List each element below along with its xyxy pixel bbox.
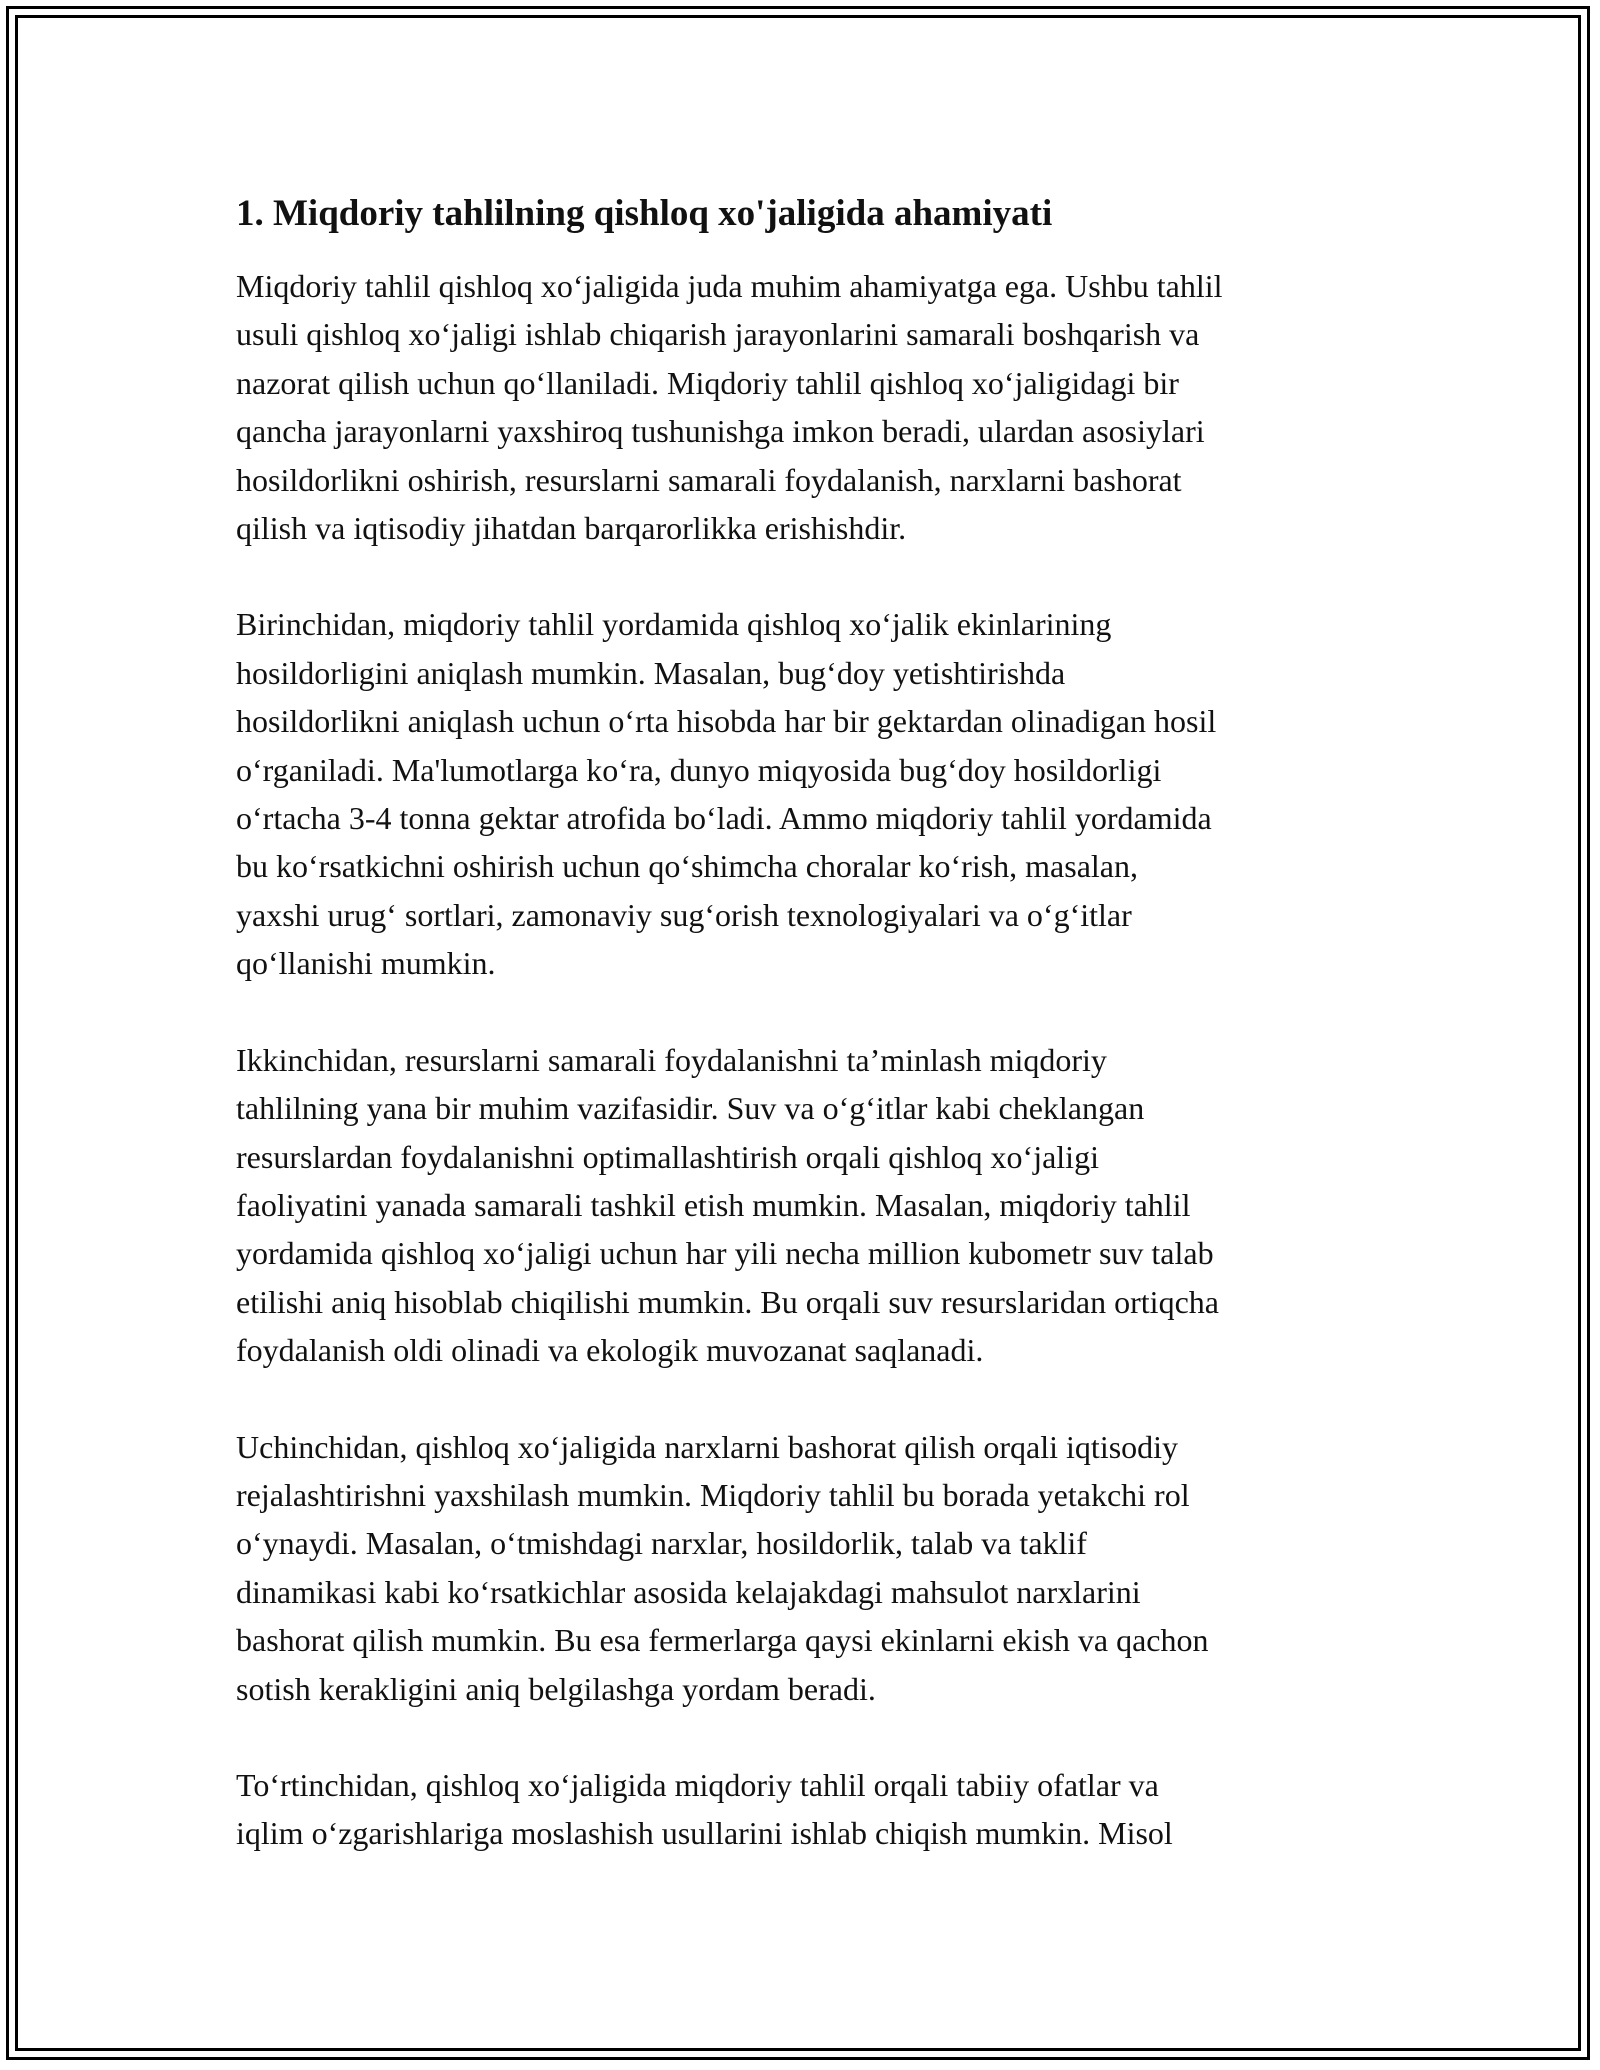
section-heading: 1. Miqdoriy tahlilning qishloq xo'jaligida ahamiyati — [236, 193, 1053, 234]
document-body — [236, 184, 1366, 1906]
paragraph-intro: Miqdoriy tahlil qishloq xo‘jaligida juda muhim ahamiyatga ega. Ushbu tahlil usuli qishloq xo‘jaligi ishlab chiqarish jarayonlarini samarali boshqarish va nazorat qilish uchun qo‘llaniladi. Miqdoriy tahlil qishloq xo‘jaligidagi bir qancha jarayonlarni yaxshiroq tushunishga imkon beradi, ulardan asosiylari hosildorlikni oshirish, resurslarni samarali foydalanish, narxlarni bashorat qilish va iqtisodiy jihatdan barqarorlikka erishishdir. — [236, 268, 1223, 547]
paragraph-first: Birinchidan, miqdoriy tahlil yordamida qishloq xo‘jalik ekinlarining hosildorligini aniqlash mumkin. Masalan, bug‘doy yetishtirishda hosildorlikni aniqlash uchun o‘rta hisobda har bir gektardan olinadigan hosil o‘rganiladi. Ma'lumotlarga ko‘ra, dunyo miqyosida bug‘doy hosildorligi o‘rtacha 3-4 tonna gektar atrofida bo‘ladi. Ammo miqdoriy tahlil yordamida bu ko‘rsatkichni oshirish uchun qo‘shimcha choralar ko‘rish, masalan, yaxshi urug‘ sortlari, zamonaviy sug‘orish texnologiyalari va o‘g‘itlar qo‘llanishi mumkin. — [236, 606, 1217, 982]
paragraph-third: Uchinchidan, qishloq xo‘jaligida narxlarni bashorat qilish orqali iqtisodiy rejalashtirishni yaxshilash mumkin. Miqdoriy tahlil bu borada yetakchi rol o‘ynaydi. Masalan, o‘tmishdagi narxlar, hosildorlik, talab va taklif dinamikasi kabi ko‘rsatkichlar asosida kelajakdagi mahsulot narxlarini bashorat qilish mumkin. Bu esa fermerlarga qaysi ekinlarni ekish va qachon sotish kerakligini aniq belgilashga yordam beradi. — [236, 1428, 1209, 1707]
paragraph-fourth: To‘rtinchidan, qishloq xo‘jaligida miqdoriy tahlil orqali tabiiy ofatlar va iqlim o‘zgarishlariga moslashish usullarini ishlab chiqish mumkin. Misol — [236, 1766, 1173, 1852]
paragraph-second: Ikkinchidan, resurslarni samarali foydalanishni ta’minlash miqdoriy tahlilning yana bir muhim vazifasidir. Suv va o‘g‘itlar kabi cheklangan resurslardan foydalanishni optimallashtirish orqali qishloq xo‘jaligi faoliyatini yanada samarali tashkil etish mumkin. Masalan, miqdoriy tahlil yordamida qishloq xo‘jaligi uchun har yili necha million kubometr suv talab etilishi aniq hisoblab chiqilishi mumkin. Bu orqali suv resurslaridan ortiqcha foydalanish oldi olinadi va ekologik muvozanat saqlanadi. — [236, 1041, 1219, 1369]
